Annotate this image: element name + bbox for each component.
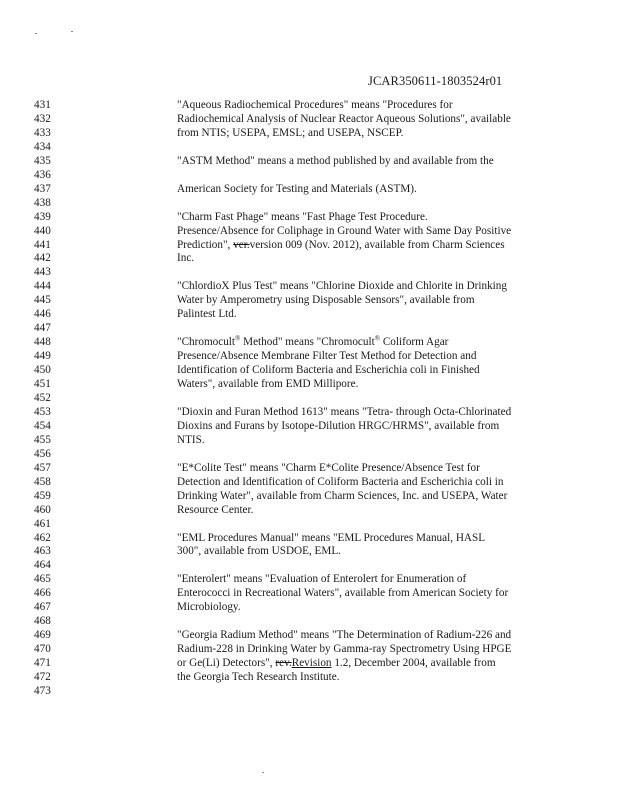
line-text: [177, 377, 557, 391]
line-text: [177, 251, 557, 265]
line-text: [177, 238, 557, 252]
text-segment: Inc.: [177, 252, 195, 265]
line-number: 462: [34, 531, 51, 544]
line-text: [177, 503, 557, 517]
line-number: 447: [34, 322, 51, 335]
text-line: [0, 628, 618, 642]
line-text: [177, 182, 557, 196]
line-text: [177, 363, 557, 377]
text-line: [0, 670, 618, 684]
text-segment: NTIS.: [177, 433, 205, 446]
line-number: 458: [34, 475, 51, 488]
text-line: [0, 433, 618, 447]
line-number: 467: [34, 601, 51, 614]
line-text: [177, 586, 557, 600]
line-number: 457: [34, 461, 51, 474]
text-segment: "E*Colite Test" means "Charm E*Colite Presence/Absence Test for: [177, 461, 480, 474]
line-text: [177, 405, 557, 419]
text-line: [0, 363, 618, 377]
line-number: 438: [34, 196, 51, 209]
text-line: [0, 600, 618, 614]
text-line: [0, 586, 618, 600]
line-text: [177, 349, 557, 363]
line-text: [177, 154, 557, 168]
line-text: [177, 572, 557, 586]
line-number: 440: [34, 224, 51, 237]
registered-mark: ®: [374, 334, 381, 343]
text-line: [0, 126, 618, 140]
line-number: 437: [34, 182, 51, 195]
line-number: 443: [34, 266, 51, 279]
text-line: [0, 558, 618, 572]
text-segment: Prediction",: [177, 238, 234, 251]
line-number: 469: [34, 629, 51, 642]
line-number: 460: [34, 503, 51, 516]
line-number: 466: [34, 587, 51, 600]
scan-speck: [262, 772, 264, 773]
registered-mark: ®: [235, 334, 241, 343]
text-segment: Identification of Coliform Bacteria and Escherichia coli in Finished: [177, 364, 480, 377]
text-segment: "ASTM Method" means a method published by and available from the: [177, 154, 494, 167]
text-line: [0, 517, 618, 531]
text-line: [0, 238, 618, 252]
text-segment: Drinking Water", available from Charm Sciences, Inc. and USEPA, Water: [177, 489, 508, 502]
line-text: [177, 419, 557, 433]
line-number: 446: [34, 308, 51, 321]
text-segment: or Ge(Li) Detectors",: [177, 657, 276, 669]
line-number: 444: [34, 280, 51, 293]
text-segment: "Aqueous Radiochemical Procedures" means "Procedures for: [177, 99, 453, 111]
text-segment: Palintest Ltd.: [177, 308, 237, 321]
text-segment: "Charm Fast Phage" means "Fast Phage Test Procedure.: [177, 210, 428, 223]
text-line: [0, 684, 618, 698]
text-line: [0, 391, 618, 405]
text-segment: Method" means "Chromocult: [240, 336, 375, 349]
line-number: 449: [34, 350, 51, 363]
text-line: [0, 210, 618, 224]
text-segment: Presence/Absence Membrane Filter Test Method for Detection and: [177, 350, 477, 363]
text-line: [0, 475, 618, 489]
text-segment: Water by Amperometry using Disposable Sensors", available from: [177, 294, 475, 307]
text-segment: "Dioxin and Furan Method 1613" means "Tetra- through Octa-Chlorinated: [177, 405, 512, 418]
text-line: [0, 419, 618, 433]
text-line: [0, 461, 618, 475]
text-segment: Detection and Identification of Coliform Bacteria and Escherichia coli in: [177, 475, 504, 488]
text-line: [0, 489, 618, 503]
line-number: 450: [34, 364, 51, 377]
line-text: [177, 670, 557, 684]
text-segment: Enterococci in Recreational Waters", available from American Society for: [177, 587, 509, 600]
deleted-text: rev.: [275, 657, 292, 669]
text-segment: "Enterolert" means "Evaluation of Enterolert for Enumeration of: [177, 573, 467, 586]
line-text: [177, 642, 557, 656]
line-number: 435: [34, 154, 51, 167]
text-line: [0, 224, 618, 238]
text-line: [0, 182, 618, 196]
line-number: 436: [34, 168, 51, 181]
line-text: [177, 433, 557, 447]
line-number: 442: [34, 252, 51, 265]
line-text: [177, 279, 557, 293]
line-number: 433: [34, 126, 51, 139]
line-text: [177, 224, 557, 238]
line-number: 441: [34, 238, 51, 251]
text-line: [0, 265, 618, 279]
line-number: 432: [34, 113, 51, 125]
line-number: 452: [34, 391, 51, 404]
line-number: 451: [34, 378, 51, 390]
text-segment: 1.2, December 2004, available from: [331, 657, 496, 669]
text-line: [0, 279, 618, 293]
line-text: [177, 210, 557, 224]
document-id: JCAR350611-1803524r01: [368, 74, 503, 88]
text-line: [0, 544, 618, 558]
text-segment: Presence/Absence for Coliphage in Ground Water with Same Day Positive: [177, 224, 512, 237]
line-number: 465: [34, 573, 51, 586]
line-number: 464: [34, 559, 51, 572]
text-line: [0, 112, 618, 126]
text-line: [0, 98, 618, 112]
line-number: 431: [34, 99, 51, 111]
text-line: [0, 405, 618, 419]
text-line: [0, 447, 618, 461]
text-segment: Waters", available from EMD Millipore.: [177, 378, 359, 390]
text-segment: Radium-228 in Drinking Water by Gamma-ray Spectrometry Using HPGE: [177, 643, 512, 655]
line-text: [177, 475, 557, 489]
line-number: 448: [34, 336, 51, 349]
text-segment: the Georgia Tech Research Institute.: [177, 670, 340, 683]
text-segment: "Georgia Radium Method" means "The Determination of Radium-226 and: [177, 629, 512, 642]
text-line: [0, 656, 618, 670]
line-text: [177, 335, 557, 349]
line-text: [177, 628, 557, 642]
line-number: 470: [34, 643, 51, 655]
line-number: 473: [34, 684, 51, 697]
text-segment: 300", available from USDOE, EML.: [177, 545, 341, 558]
line-number: 461: [34, 517, 51, 530]
line-text: [177, 531, 557, 545]
line-number: 453: [34, 405, 51, 418]
text-line: [0, 251, 618, 265]
text-line: [0, 307, 618, 321]
line-number: 472: [34, 670, 51, 683]
line-number: 454: [34, 419, 51, 432]
text-line: [0, 377, 618, 391]
text-line: [0, 503, 618, 517]
text-line: [0, 168, 618, 182]
line-number: 463: [34, 545, 51, 558]
line-text: [177, 98, 557, 112]
scan-speck: [35, 33, 37, 34]
line-text: [177, 307, 557, 321]
scan-speck: [71, 31, 73, 32]
text-segment: version 009 (Nov. 2012), available from Charm Sciences: [249, 238, 505, 251]
text-line: [0, 321, 618, 335]
text-line: [0, 293, 618, 307]
line-text: [177, 112, 557, 126]
line-number: 445: [34, 294, 51, 307]
line-number: 456: [34, 447, 51, 460]
text-line: [0, 349, 618, 363]
line-text: [177, 461, 557, 475]
line-number: 471: [34, 657, 51, 669]
line-number: 439: [34, 210, 51, 223]
text-segment: "ChlordioX Plus Test" means "Chlorine Dioxide and Chlorite in Drinking: [177, 280, 507, 293]
line-number: 459: [34, 489, 51, 502]
text-segment: American Society for Testing and Materials (ASTM).: [177, 182, 417, 195]
text-line: [0, 154, 618, 168]
line-text: [177, 600, 557, 614]
line-text: [177, 656, 557, 670]
line-text: [177, 489, 557, 503]
text-line: [0, 614, 618, 628]
inserted-text: Revision: [291, 657, 332, 669]
line-text: [177, 126, 557, 140]
text-segment: from NTIS; USEPA, EMSL; and USEPA, NSCEP.: [177, 126, 404, 139]
text-segment: Radiochemical Analysis of Nuclear Reactor Aqueous Solutions", available: [177, 113, 511, 125]
text-segment: Coliform Agar: [380, 336, 449, 349]
line-number: 434: [34, 140, 51, 153]
text-segment: "EML Procedures Manual" means "EML Procedures Manual, HASL: [177, 531, 486, 544]
line-number: 468: [34, 615, 51, 628]
line-number: 455: [34, 433, 51, 446]
text-line: [0, 531, 618, 545]
text-segment: "Chromocult: [177, 336, 236, 349]
text-line: [0, 140, 618, 154]
text-segment: Dioxins and Furans by Isotope-Dilution HRGC/HRMS", available from: [177, 419, 500, 432]
text-line: [0, 335, 618, 349]
text-segment: Microbiology.: [177, 601, 241, 614]
deleted-text: ver.: [233, 238, 250, 251]
text-line: [0, 572, 618, 586]
text-line: [0, 196, 618, 210]
line-text: [177, 293, 557, 307]
text-segment: Resource Center.: [177, 503, 254, 516]
line-text: [177, 544, 557, 558]
text-line: [0, 642, 618, 656]
